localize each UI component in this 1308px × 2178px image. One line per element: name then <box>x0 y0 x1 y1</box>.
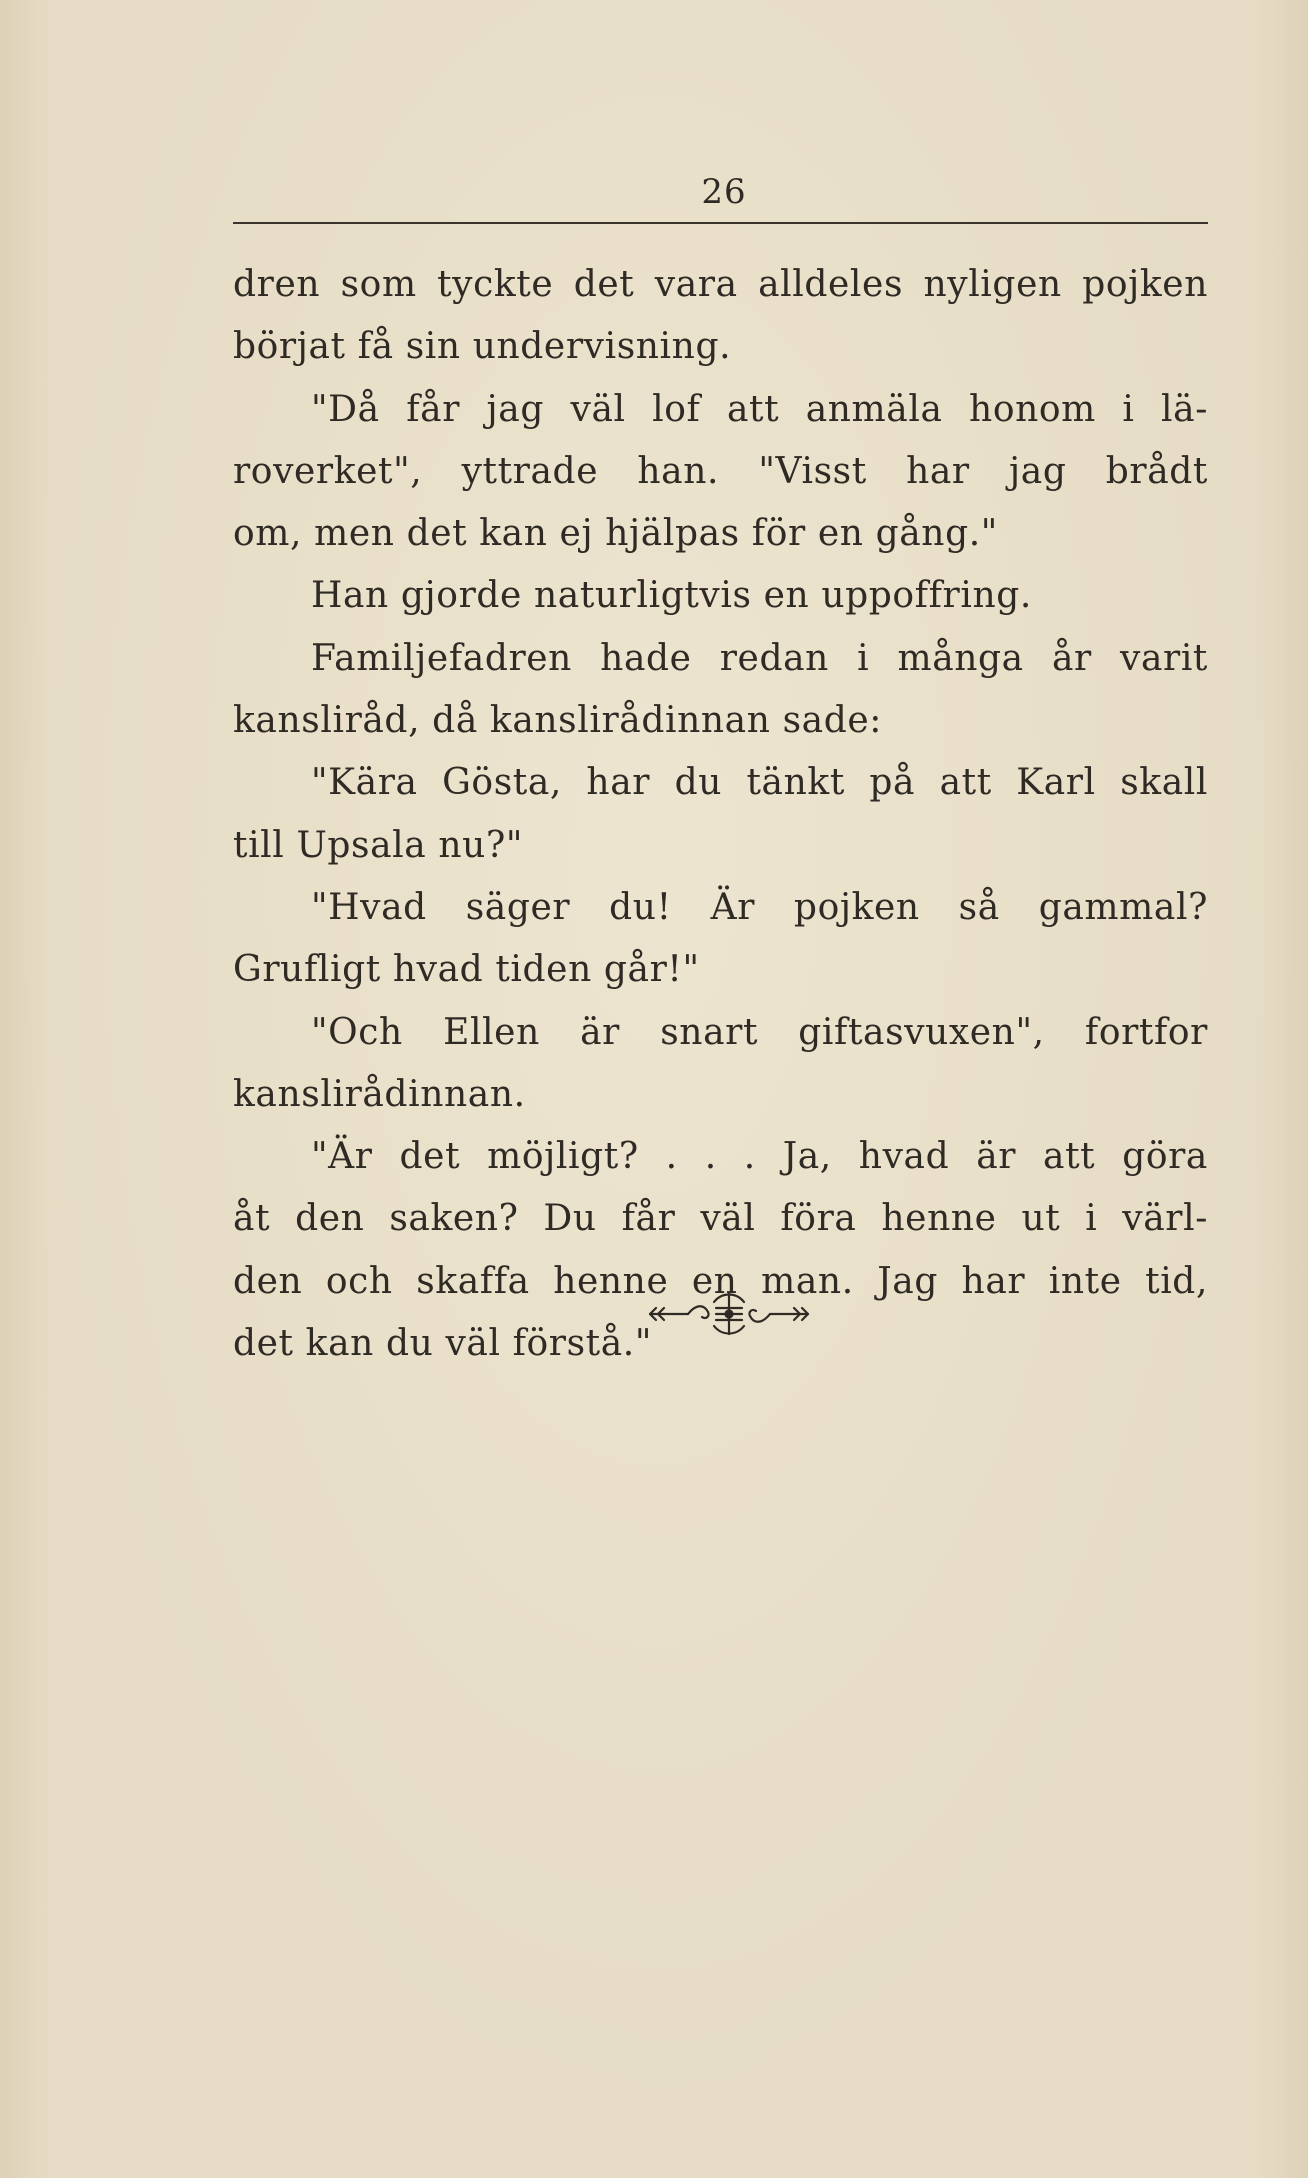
body-text <box>233 254 1208 1375</box>
text-line: dren som tyckte det vara alldeles nyligen pojken <box>233 264 1208 305</box>
text-line: om, men det kan ej hjälpas för en gång." <box>233 513 998 555</box>
text-line: kansliråd, då kanslirådinnan sade: <box>233 700 882 742</box>
header-rule <box>233 222 1208 224</box>
text-line: kanslirådinnan. <box>233 1073 526 1115</box>
text-line: Familjefadren hade redan i många år varit <box>311 637 1208 679</box>
text-line: till Upsala nu?" <box>233 824 524 866</box>
text-line: den och skaffa henne en man. Jag har inte tid, <box>233 1260 1208 1302</box>
text-line: "Hvad säger du! Är pojken så gammal? <box>311 886 1208 928</box>
text-line: "Är det möjligt? . . . Ja, hvad är att göra <box>311 1136 1208 1178</box>
text-line: åt den saken? Du får väl föra henne ut i värl- <box>233 1198 1208 1240</box>
text-line: börjat få sin undervisning. <box>233 326 732 368</box>
fleuron-ornament-icon <box>0 1286 1308 1342</box>
text-line: roverket", yttrade han. "Visst har jag brådt <box>233 450 1208 492</box>
text-line: "Då får jag väl lof att anmäla honom i lä- <box>311 388 1208 430</box>
text-line: "Kära Gösta, har du tänkt på att Karl skall <box>311 762 1208 804</box>
text-line: "Och Ellen är snart giftasvuxen", fortfor <box>311 1011 1208 1053</box>
text-line: det kan du väl förstå." <box>233 1323 653 1365</box>
page-number: 26 <box>701 172 747 212</box>
text-line: Grufligt hvad tiden går!" <box>233 949 700 991</box>
text-line: Han gjorde naturligtvis en uppoffring. <box>311 575 1032 617</box>
